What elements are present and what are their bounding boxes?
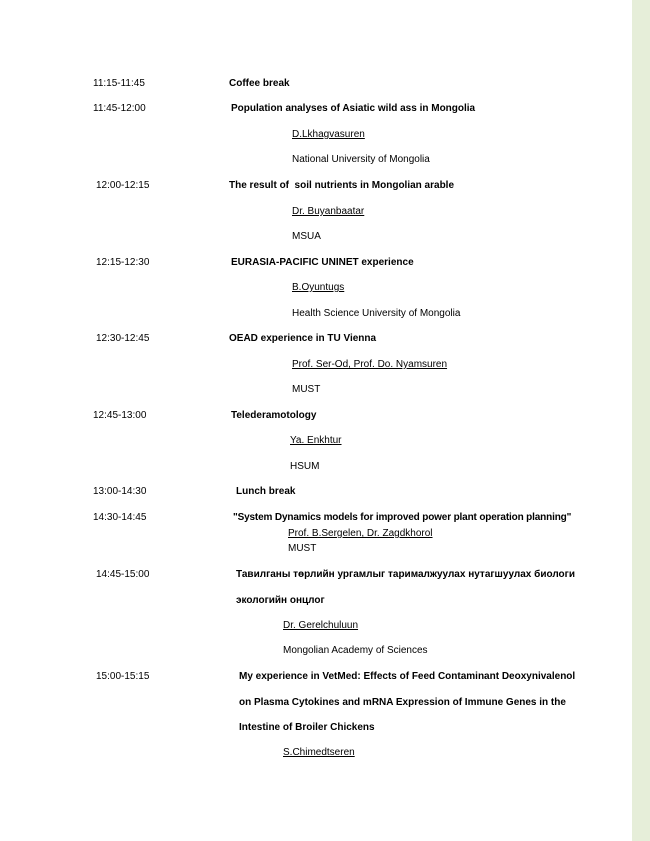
affiliation: National University of Mongolia [292, 154, 430, 165]
time-slot: 12:45-13:00 [93, 410, 147, 421]
speaker-name: Dr. Gerelchuluun [283, 620, 359, 631]
session-title-line: Тавилганы төрлийн ургамлыг тарималжуулах нутагшуулах биологи [236, 569, 575, 580]
session-title: Telederamotology [231, 410, 317, 421]
affiliation: MUST [288, 543, 317, 554]
speaker-name: Prof. Ser-Od, Prof. Do. Nyamsuren [292, 359, 448, 370]
time-slot: 12:00-12:15 [96, 180, 150, 191]
speaker-name: S.Chimedtseren [283, 747, 355, 758]
time-slot: 11:45-12:00 [93, 103, 146, 114]
session-title: OEAD experience in TU Vienna [229, 333, 377, 344]
affiliation: Health Science University of Mongolia [292, 308, 461, 319]
speaker-name: Ya. Enkhtur [290, 435, 342, 446]
time-slot: 14:30-14:45 [93, 512, 147, 523]
speaker-name: B.Oyuntugs [292, 282, 345, 293]
time-slot: 13:00-14:30 [93, 486, 147, 497]
speaker-name: D.Lkhagvasuren [292, 129, 365, 140]
time-slot: 15:00-15:15 [96, 671, 150, 682]
session-title: EURASIA-PACIFIC UNINET experience [231, 257, 414, 268]
session-title-line: My experience in VetMed: Effects of Feed Contaminant Deoxynivalenol [239, 671, 576, 682]
time-slot: 14:45-15:00 [96, 569, 150, 580]
time-slot: 12:30-12:45 [96, 333, 150, 344]
affiliation: HSUM [290, 461, 320, 472]
session-title: Population analyses of Asiatic wild ass in Mongolia [231, 103, 476, 114]
affiliation: Mongolian Academy of Sciences [283, 645, 428, 656]
affiliation: MSUA [292, 231, 321, 242]
affiliation: MUST [292, 384, 321, 395]
time-slot: 12:15-12:30 [96, 257, 150, 268]
session-title: "System Dynamics models for improved power plant operation planning" [233, 512, 572, 523]
speaker-name: Dr. Buyanbaatar [292, 206, 365, 217]
session-title: Coffee break [229, 78, 290, 89]
session-title-line: экологийн онцлог [236, 595, 325, 606]
session-title-line: on Plasma Cytokines and mRNA Expression of Immune Genes in the [239, 697, 566, 708]
speaker-name: Prof. B.Sergelen, Dr. Zagdkhorol [288, 528, 433, 539]
time-slot: 11:15-11:45 [93, 78, 145, 89]
session-title: The result of soil nutrients in Mongolian arable [229, 180, 455, 191]
session-title: Lunch break [236, 486, 296, 497]
session-title-line: Intestine of Broiler Chickens [239, 722, 375, 733]
